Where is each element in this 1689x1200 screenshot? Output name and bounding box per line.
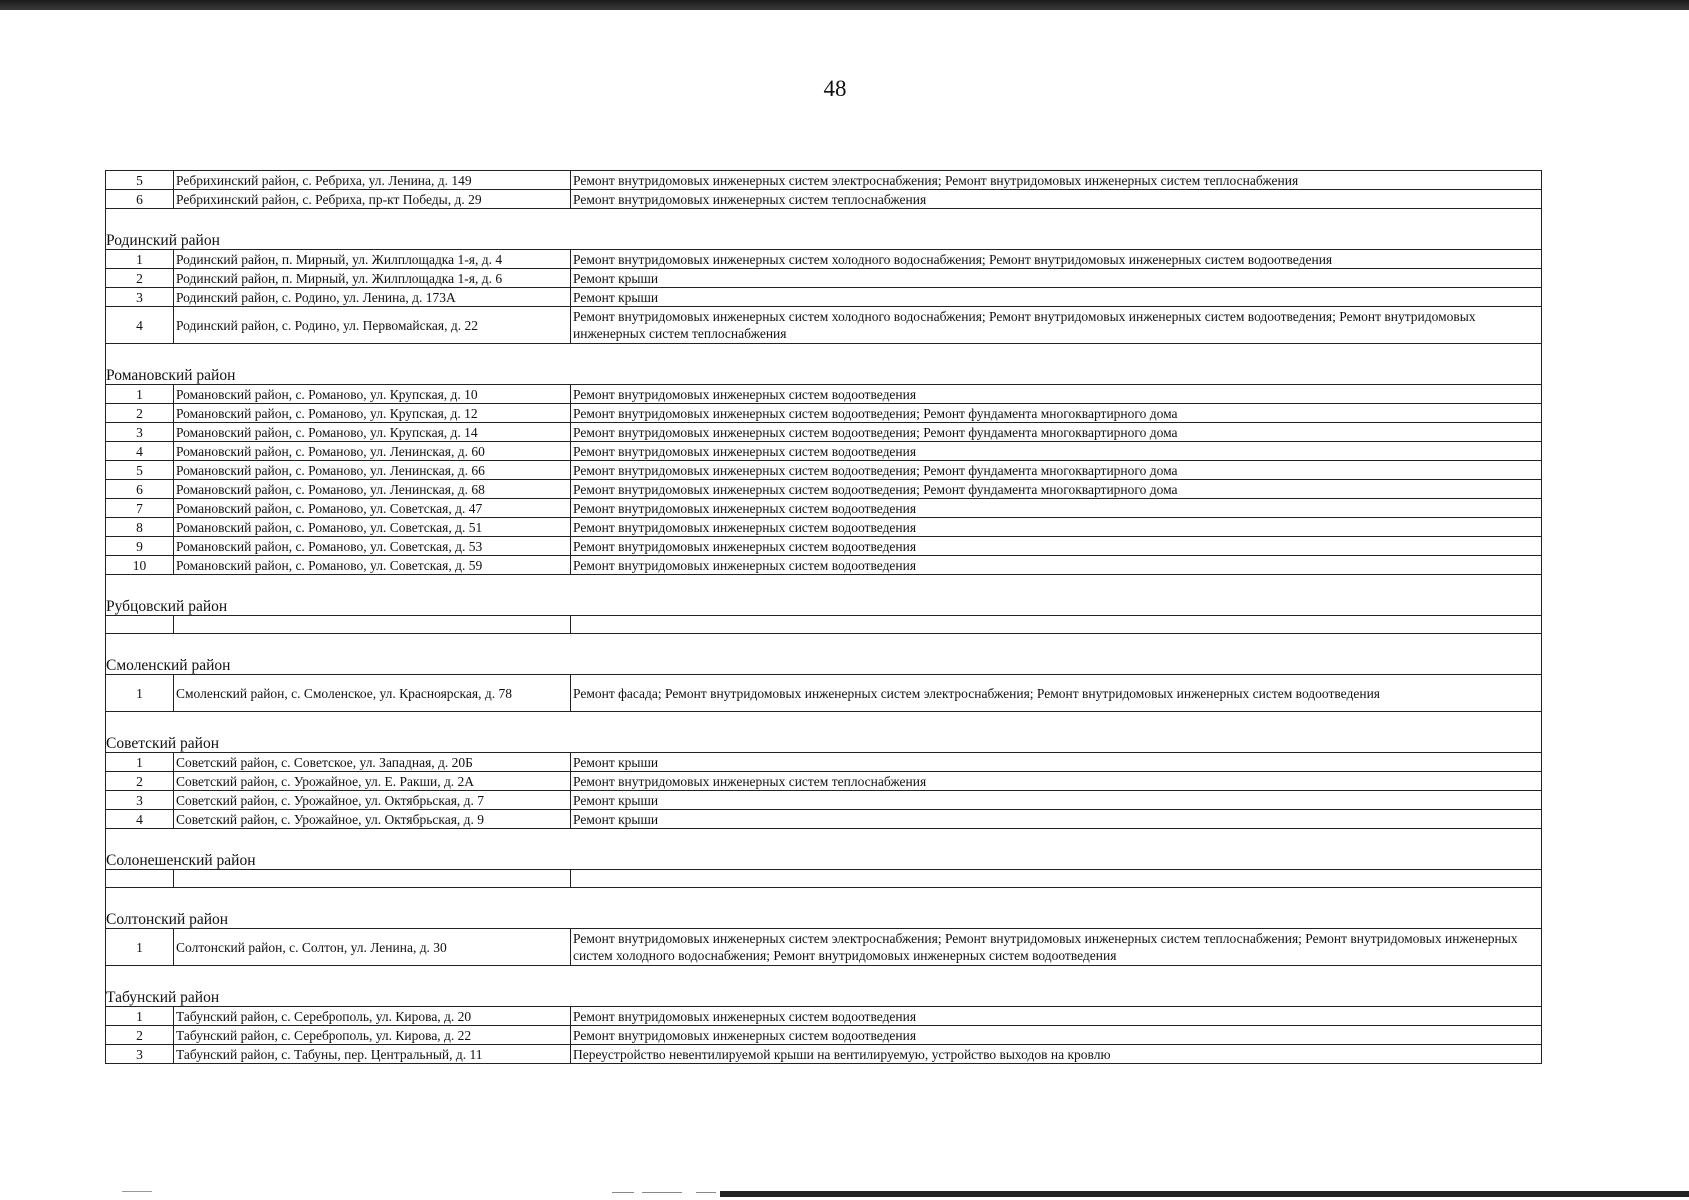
object-address [174,870,571,888]
work-description [571,870,1542,888]
work-description: Ремонт внутридомовых инженерных систем водоотведения; Ремонт фундамента многоквартирного дома [571,423,1542,442]
district-header-row [106,229,1542,250]
row-number: 4 [106,442,174,461]
object-address: Романовский район, с. Романово, ул. Ленинская, д. 60 [174,442,571,461]
object-address: Романовский район, с. Романово, ул. Ленинская, д. 66 [174,461,571,480]
object-address: Родинский район, с. Родино, ул. Ленина, д. 173А [174,288,571,307]
work-description: Переустройство невентилируемой крыши на вентилируемую, устройство выходов на кровлю [571,1045,1542,1064]
object-address: Романовский район, с. Романово, ул. Крупская, д. 12 [174,404,571,423]
object-address: Солтонский район, с. Солтон, ул. Ленина, д. 30 [174,929,571,966]
work-description: Ремонт крыши [571,753,1542,772]
row-number: 1 [106,250,174,269]
table-row [106,250,1542,269]
table-row [106,772,1542,791]
district-title: Рубцовский район [106,595,1542,616]
district-header-row [106,986,1542,1007]
object-address: Советский район, с. Урожайное, ул. Е. Ракши, д. 2А [174,772,571,791]
table-row [106,1026,1542,1045]
object-address [174,616,571,634]
object-address: Табунский район, с. Сереброполь, ул. Кирова, д. 20 [174,1007,571,1026]
table-row [106,791,1542,810]
row-number: 3 [106,423,174,442]
district-header-row [106,595,1542,616]
table-row [106,307,1542,344]
work-description: Ремонт внутридомовых инженерных систем водоотведения [571,442,1542,461]
scan-edge-top [0,0,1689,10]
row-number: 4 [106,307,174,344]
district-header-row [106,849,1542,870]
row-number: 1 [106,1007,174,1026]
object-address: Советский район, с. Урожайное, ул. Октябрьская, д. 9 [174,810,571,829]
work-description: Ремонт внутридомовых инженерных систем водоотведения; Ремонт фундамента многоквартирного дома [571,480,1542,499]
work-description: Ремонт внутридомовых инженерных систем теплоснабжения [571,772,1542,791]
district-header-row [106,654,1542,675]
scan-dash [612,1192,634,1193]
object-address: Романовский район, с. Романово, ул. Крупская, д. 14 [174,423,571,442]
table-row [106,171,1542,190]
work-description: Ремонт внутридомовых инженерных систем теплоснабжения [571,190,1542,209]
page-number: 48 [823,76,847,101]
row-number: 2 [106,1026,174,1045]
row-number: 2 [106,404,174,423]
table-row [106,269,1542,288]
work-description: Ремонт внутридомовых инженерных систем водоотведения [571,385,1542,404]
scan-dash [696,1192,716,1193]
work-description: Ремонт фасада; Ремонт внутридомовых инженерных систем электроснабжения; Ремонт внутридомовых инженерных систем водоотведения [571,675,1542,712]
scan-dash [642,1192,682,1193]
row-number: 8 [106,518,174,537]
row-number: 10 [106,556,174,575]
object-address: Родинский район, с. Родино, ул. Первомайская, д. 22 [174,307,571,344]
object-address: Ребрихинский район, с. Ребриха, пр-кт Победы, д. 29 [174,190,571,209]
table-row [106,499,1542,518]
district-header-row [106,732,1542,753]
row-number: 3 [106,288,174,307]
row-number: 2 [106,269,174,288]
object-address: Романовский район, с. Романово, ул. Советская, д. 47 [174,499,571,518]
object-address: Табунский район, с. Табуны, пер. Центральный, д. 11 [174,1045,571,1064]
row-number: 5 [106,171,174,190]
section-spacer [106,888,1542,909]
district-title: Родинский район [106,229,1542,250]
register-body [106,171,1542,1064]
work-description: Ремонт внутридомовых инженерных систем водоотведения [571,518,1542,537]
object-address: Ребрихинский район, с. Ребриха, ул. Ленина, д. 149 [174,171,571,190]
district-title: Солонешенский район [106,849,1542,870]
empty-table-row [106,870,1542,888]
district-title: Табунский район [106,986,1542,1007]
object-address: Романовский район, с. Романово, ул. Советская, д. 59 [174,556,571,575]
object-address: Советский район, с. Урожайное, ул. Октябрьская, д. 7 [174,791,571,810]
row-number: 1 [106,753,174,772]
table-row [106,1007,1542,1026]
work-description: Ремонт внутридомовых инженерных систем электроснабжения; Ремонт внутридомовых инженерных систем теплоснабжения [571,171,1542,190]
section-spacer [106,966,1542,987]
district-title: Советский район [106,732,1542,753]
object-address: Смоленский район, с. Смоленское, ул. Красноярская, д. 78 [174,675,571,712]
table-row [106,518,1542,537]
table-row [106,556,1542,575]
table-row [106,423,1542,442]
row-number: 7 [106,499,174,518]
table-row [106,190,1542,209]
work-description: Ремонт крыши [571,288,1542,307]
work-description: Ремонт внутридомовых инженерных систем холодного водоснабжения; Ремонт внутридомовых инженерных систем водоотведения; Ремонт внутридомовых инженерных систем теплоснабжения [571,307,1542,344]
work-description: Ремонт внутридомовых инженерных систем водоотведения; Ремонт фундамента многоквартирного дома [571,404,1542,423]
section-spacer [106,344,1542,365]
row-number [106,870,174,888]
work-description: Ремонт внутридомовых инженерных систем холодного водоснабжения; Ремонт внутридомовых инженерных систем водоотведения [571,250,1542,269]
work-description: Ремонт внутридомовых инженерных систем водоотведения [571,556,1542,575]
row-number: 1 [106,385,174,404]
table-row [106,480,1542,499]
work-description: Ремонт внутридомовых инженерных систем водоотведения; Ремонт фундамента многоквартирного дома [571,461,1542,480]
section-spacer [106,634,1542,655]
row-number: 2 [106,772,174,791]
district-title: Романовский район [106,364,1542,385]
object-address: Родинский район, п. Мирный, ул. Жилплощадка 1-я, д. 6 [174,269,571,288]
empty-table-row [106,616,1542,634]
object-address: Романовский район, с. Романово, ул. Крупская, д. 10 [174,385,571,404]
district-header-row [106,908,1542,929]
section-spacer [106,209,1542,230]
table-row [106,1045,1542,1064]
district-header-row [106,364,1542,385]
row-number [106,616,174,634]
section-spacer [106,712,1542,733]
row-number: 4 [106,810,174,829]
row-number: 5 [106,461,174,480]
row-number: 1 [106,929,174,966]
object-address: Романовский район, с. Романово, ул. Советская, д. 51 [174,518,571,537]
work-description [571,616,1542,634]
scan-mark [122,1191,152,1192]
object-address: Родинский район, п. Мирный, ул. Жилплощадка 1-я, д. 4 [174,250,571,269]
object-address: Романовский район, с. Романово, ул. Советская, д. 53 [174,537,571,556]
table-row [106,288,1542,307]
table-row [106,385,1542,404]
work-description: Ремонт внутридомовых инженерных систем электроснабжения; Ремонт внутридомовых инженерных систем теплоснабжения; Ремонт внутридомовых инженерных систем холодного водоснабжения; Ремонт внутридомовых инженерных систем водоотведения [571,929,1542,966]
repair-register-table [105,170,1542,1064]
table-row [106,461,1542,480]
table-row [106,810,1542,829]
scan-edge-bottom [720,1191,1689,1197]
table-row [106,753,1542,772]
district-title: Смоленский район [106,654,1542,675]
work-description: Ремонт внутридомовых инженерных систем водоотведения [571,537,1542,556]
work-description: Ремонт крыши [571,269,1542,288]
table-row [106,929,1542,966]
table-row [106,404,1542,423]
work-description: Ремонт крыши [571,810,1542,829]
table-row [106,537,1542,556]
work-description: Ремонт внутридомовых инженерных систем водоотведения [571,499,1542,518]
repair-register-sheet [105,170,1541,1064]
row-number: 3 [106,791,174,810]
row-number: 6 [106,480,174,499]
work-description: Ремонт крыши [571,791,1542,810]
object-address: Романовский район, с. Романово, ул. Ленинская, д. 68 [174,480,571,499]
table-row [106,675,1542,712]
object-address: Табунский район, с. Сереброполь, ул. Кирова, д. 22 [174,1026,571,1045]
district-title: Солтонский район [106,908,1542,929]
row-number: 3 [106,1045,174,1064]
section-spacer [106,829,1542,850]
work-description: Ремонт внутридомовых инженерных систем водоотведения [571,1026,1542,1045]
row-number: 9 [106,537,174,556]
row-number: 1 [106,675,174,712]
section-spacer [106,575,1542,596]
work-description: Ремонт внутридомовых инженерных систем водоотведения [571,1007,1542,1026]
object-address: Советский район, с. Советское, ул. Западная, д. 20Б [174,753,571,772]
table-row [106,442,1542,461]
row-number: 6 [106,190,174,209]
